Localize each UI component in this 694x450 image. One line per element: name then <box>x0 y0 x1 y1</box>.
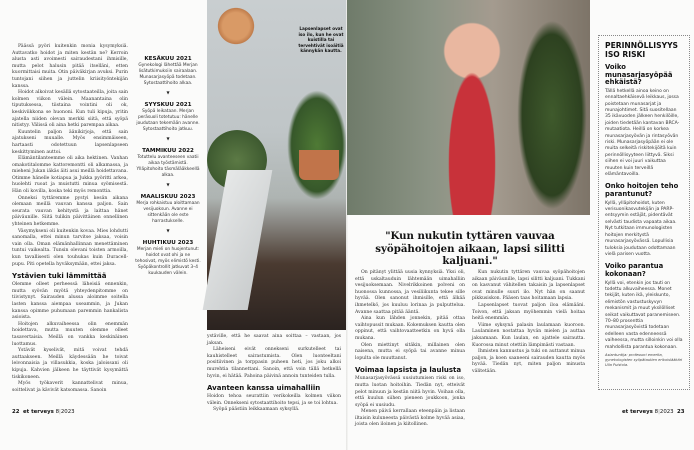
paragraph: Päässä pyöri kuitenkin monia kysymyksiä. Auttavatko hoidot ja miten kestän ne? Kerroin alusta asti avoimesti sairaudestani ihmisille, mutta pelot halusin pitää itselläni, etten kuormittaisi muita. Otin päiväkirjan avuksi. Purin tuntojani siihen ja juttelin kriisityöntekijän kanssa. <box>12 44 128 89</box>
sidebar-text: Kyllä voi, etenkin jos tauti on todettu alkuvaiheessa. Monet tekijät, kuten ikä, yleiskunto, elimistön vastustuskyvyn mekanismit ja muut yksilölliset seikat vaikuttavat paranemiseen. 70–80 prosenttia munasarjasyövistä todetaan edelleen vasta edenneessä vaiheessa, mutta silloinkin voi olla mahdollista parantua kokonaan. <box>605 280 683 350</box>
subheading: Voimaa lapsista ja laulusta <box>355 366 462 375</box>
paragraph: Aina kun lähden jonnekin, pitää ottaa vaihtopussit mukaan. Kokemuksen kautta olen oppinut, että vaihtovaatteetkin on hyvä olla mukana. <box>355 316 465 341</box>
plant <box>287 90 347 200</box>
paragraph: Onneksi tyttäremme pystyi kesän aikana olemaan meillä vauvan kanssa paljon. Sain seurata vauvan kehitystä ja laittaa hänet päiväunille. Siitä tulikin päivittäinen onnellinen yhteinen hetkemme. <box>12 195 128 228</box>
pull-quote: "Kun nukutin tyttären vauvaa syöpähoitojen aikaan, lapsi silitti kaljuani." <box>375 230 565 267</box>
page-footer: et terveys 8|2023 23 <box>622 409 685 415</box>
timeline-item <box>135 55 201 95</box>
article-column-1 <box>12 44 128 394</box>
arrow-down-icon: ▼ <box>166 90 170 95</box>
paragraph: On pitänyt ylittää uusia kynnyksiä. Yksi oli, että uskaltauduin lähtemään uimahalliin vesijuoksemaan. Nivelrikkoinen polveni on huonossa kunnossa, ja vesiliikunta tekee sille hyvää. Olen sanonut ihmisille, että älkää ihmetelkö, jos kuuluu lorinaa ja pulputtelua. Avanne saattaa pitää ääntä. <box>355 270 465 315</box>
paragraph: Ystävät kyselivät, mitä voivat tehdä auttaakseen. Meillä käydessään he toivat leivonnaisia ja villasukkia, koska jaloissani oli kipuja. Kahvien jälkeen he täyttivät kysymättä tiskikoneen. <box>12 348 128 380</box>
sidebar-heading: Voiko munasarjasyöpää ehkäistä? <box>605 63 673 87</box>
paragraph: Hoidot alkoivat kesällä sytostaateilla, joita sain kolmen viikon välein. Maanantaina olin tiputuksessa, tiistaina vointini oli ok, keskiviikkona se huononi. Kun tuli kipuja, yritin ajatella niiden olevan merkki siitä, että syöpä nitistyy. Välissä oli aina hetki parempaa aikaa. <box>12 90 128 129</box>
paragraph: ystäville, että he saavat aina soittaa – vastaan, jos jaksan. <box>207 334 341 346</box>
paragraph: Ihmisten kannustus ja tuki on auttanut minua paljon, ja koen saaneeni sairauden kautta myös hyvää. Tiedän nyt, miten paljon minusta välitetään. <box>472 349 585 374</box>
timeline-item <box>135 147 201 187</box>
paragraph: Myös työkaverit kannattelivat minua, soittelivat ja kävivät katsomassa. Sanoin <box>12 381 128 393</box>
page-number: 23 <box>677 409 685 415</box>
sun-ornament <box>215 5 257 47</box>
paragraph: Hoitojen alkuvaiheessa olin enemmän hoidettava, mutta muuten olemme olleet tasavertaisia. Meillä on vankka keskinäinen luottamus. <box>12 321 128 347</box>
page-footer: 22 et terveys 8|2023 <box>12 409 75 415</box>
magazine-name: et terveys <box>622 409 653 415</box>
woman-in-red-dress <box>432 10 512 215</box>
issue-number: 8 <box>654 409 659 415</box>
flower-pot <box>299 150 339 180</box>
timeline-text: Merjan mieli on huojentunut: hoidot ovat ohi ja ne tehosivat, myös elimistö kesti. Syöpäkontrollit jatkuvat 3–4 kuukauden välein. <box>135 247 201 276</box>
paragraph: Väsymykseni oli kuitenkin kovaa. Mies lohdutti sanomalla, ettei minun tarvitse jaksaa, voisin vain olla. Oman elämänhallinnan menettäminen tuntui vaikealta. Tunsin olevani toisten armoilla, kun tavallisesti olen touhukas kuin Duracell-pupu. Piti opetella hyväksymään, ettei jaksa. <box>12 228 128 267</box>
page-number: 22 <box>12 409 20 415</box>
magazine-name: et terveys <box>22 409 54 415</box>
paragraph: Hoidon tehoa seurattiin verikokeilla kolmen viikon välein. Onnekseni sytostaattihoito tepsi, ja se toi lohtua. <box>207 394 341 406</box>
paragraph: Läheiseni eivät onnekseni surkutelleet tai kauhistelleet sairastumista. Olen luonteeltani positiivinen ja torppasin puheen heti, jos joku alkoi murehtia tilannettani. Sanoin, että voin tällä hetkellä hyvin, ei hätää. Pahoina päivinä annoin tunteiden tulla. <box>207 347 341 379</box>
timeline-text: Totuttelu avanteeseen vaatii aikaa työstämistä. Ylläpitohoito täsmälääkkeellä alkaa. <box>136 155 200 178</box>
paragraph: Menen päivä kerrallaan eteenpäin ja listaan iltaisin kuluneesta päivästä kolme hyvää asiaa, joista olen iloinen ja kiitollinen. <box>355 409 465 428</box>
paragraph: Olen miettinyt sitäkin, millainen olen naisena, mutta ei syöpä tai avanne minua lopulta ole muuttanut. <box>355 342 465 361</box>
sidebar-heading: Voiko parantua kokonaan? <box>605 262 664 278</box>
sidebar-heading: Onko hoitojen teho parantunut? <box>605 182 679 199</box>
timeline-text: Syöpä leikataan. Merjan peräsuoli totetutuu: hänelle joudutaan tekemään avanne. Sytostaattihoito jatkuu. <box>136 109 200 132</box>
issue-year: 2023 <box>60 409 75 415</box>
sidebar-text: Kyllä, ylläpitohoidot, kuten verisuonikasvutekijän ja PARP-entsyymin estäjät, pidentävät selvästi taudista vapaata aikaa. Nyt tutkitaan immunologisten hoitojen merkitystä munasarjasyövässä. Lopullisia tuloksia joudutaan odottamaan vielä parisen vuotta. <box>605 200 677 257</box>
timeline-date: HUHTIKUU 2023 <box>142 240 194 246</box>
subheading: Ystävien tuki lämmittää <box>12 272 107 281</box>
photo-caption: Lapsenlapset ovat iso ilo, kun he ovat kuistilla tai tervehtivät isoäitiä kännykän kautta. <box>298 26 344 54</box>
article-column-4 <box>355 270 465 429</box>
timeline-item <box>135 193 201 233</box>
towel <box>203 170 273 310</box>
portrait-photo <box>347 0 590 215</box>
arrow-down-icon: ▼ <box>166 228 170 233</box>
sidebar-text: Tällä hetkellä ainoa keino on ennaltaehkäisevä leikkaus, jossa poistetaan munasarjat ja munajohtimet. Sitä suositellaan 35 ikävuoden jälkeen henkilöille, joiden tiedetään kantavan BRCA-mutaatiota. Heillä on korkea munasarjasyövän ja rintasyövän riski. Munasarjasyöpään ei ole muita selkeitä riskitekijöitä kuin perinnöllisyyteen liittyvä. Siksi siihen ei voi juuri vaikuttaa muuten kuin terveillä elämäntavoilla. <box>605 88 680 178</box>
issue-year: 2023 <box>659 409 674 415</box>
paragraph: Syöpä päästiin leikkaamaan syksyllä. <box>213 407 300 413</box>
paragraph: Lapsenlapset tuovat paljon iloa elämääni. Toivon, että jaksan myöhemmin vielä hoitaa heitä enemmän. <box>472 302 585 322</box>
arrow-down-icon: ▼ <box>166 136 170 141</box>
paragraph: Olemme olleet perheessä läheisiä ennenkin, mutta syövän myötä yhteydenpitomme on tiivistynyt. Sairauden alussa aloimme soitella lasten kanssa aiempaa useammin, ja Jukan kanssa opimme puhumaan paremmin hankalista asioista. <box>12 282 128 321</box>
article-column-5 <box>472 270 585 376</box>
timeline <box>135 55 201 283</box>
timeline-date: SYYSKUU 2021 <box>144 102 192 108</box>
timeline-item <box>135 101 201 141</box>
subheading: Avanteen kanssa uimahalliin <box>207 384 321 393</box>
issue-number: 8 <box>55 409 60 415</box>
timeline-date: TAMMIKUU 2022 <box>142 148 194 154</box>
paragraph: Kuuntelin paljon äänikirjoja, että sain ajatukseni muualle. Myös ensimmäiseen, hartaasti odotettuun lapsenlapseen keskittyminen auttoi. <box>12 129 128 155</box>
paragraph: Munasarjasyövässä uusiutumisen riski on iso, mutta luotan hoitoihin. Tiedän nyt, etteivät pelot minuun ja kestän niitä hyvin. Voihan olla, että kuulun siihen pieneen joukkoon, jonka syöpä ei uusiudu. <box>355 376 465 408</box>
article-column-3 <box>207 334 341 414</box>
timeline-text: Merja rohkaistuu aloittamaan vesijuoksun. Avanne ei sittenkään ole este harrastukselle. <box>136 201 200 224</box>
paragraph: Elämäntilanteemme oli aika hektinen. Vanhan omakotitalomme kattoremontti oli alkamassa, ja mieheni Jukan iäkäs äiti asui meillä hoidettavana. Otimme hänelle kotiapua ja Jukka pyöritti arkea, huolehti ruoat ja muistutti minua syömisestä. Hän oli kovilla, koska teki myös remonttia. <box>12 156 128 195</box>
sidebar-source: Asiantuntija: professori emerita, gynekologisten syöpätautien erikoislääkäri Ulla Puistola. <box>605 352 683 367</box>
timeline-item <box>135 239 201 277</box>
plant <box>517 20 587 210</box>
timeline-date: MAALISKUU 2023 <box>140 194 196 200</box>
timeline-text: Gynekologi lähettää Merjan lisätutkimuksiin sairaalaan. Munasarjasyöpä todetaan. Sytostaattihoito alkaa. <box>138 63 198 86</box>
arrow-down-icon: ▼ <box>166 182 170 187</box>
timeline-date: KESÄKUU 2021 <box>144 56 192 62</box>
info-sidebar <box>598 35 690 390</box>
sidebar-title: PERINNÖLLISYYS ISO RISKI <box>605 41 679 59</box>
paragraph: Viime syksynä palasin laulamaan kuoroon. Laulaminen nostattaa hyvän mielen ja auttaa jaksamaan. Kun laulan, en ajattele sairautta. Kuorossa minut otettiin lämpimästi vastaan. <box>472 322 585 348</box>
paragraph: Kun nukutin tyttären vauvaa syöpähoitojen aikaan päiväunille, lapsi silitti kaljuani. Tukkani on kasvanut vähitellen takaisin ja lapsenlapset ovat minulle suuri ilo. Nyt hän on saanut pikkusiskon. Pääsen taas hoitamaan lapsia. <box>472 270 585 302</box>
